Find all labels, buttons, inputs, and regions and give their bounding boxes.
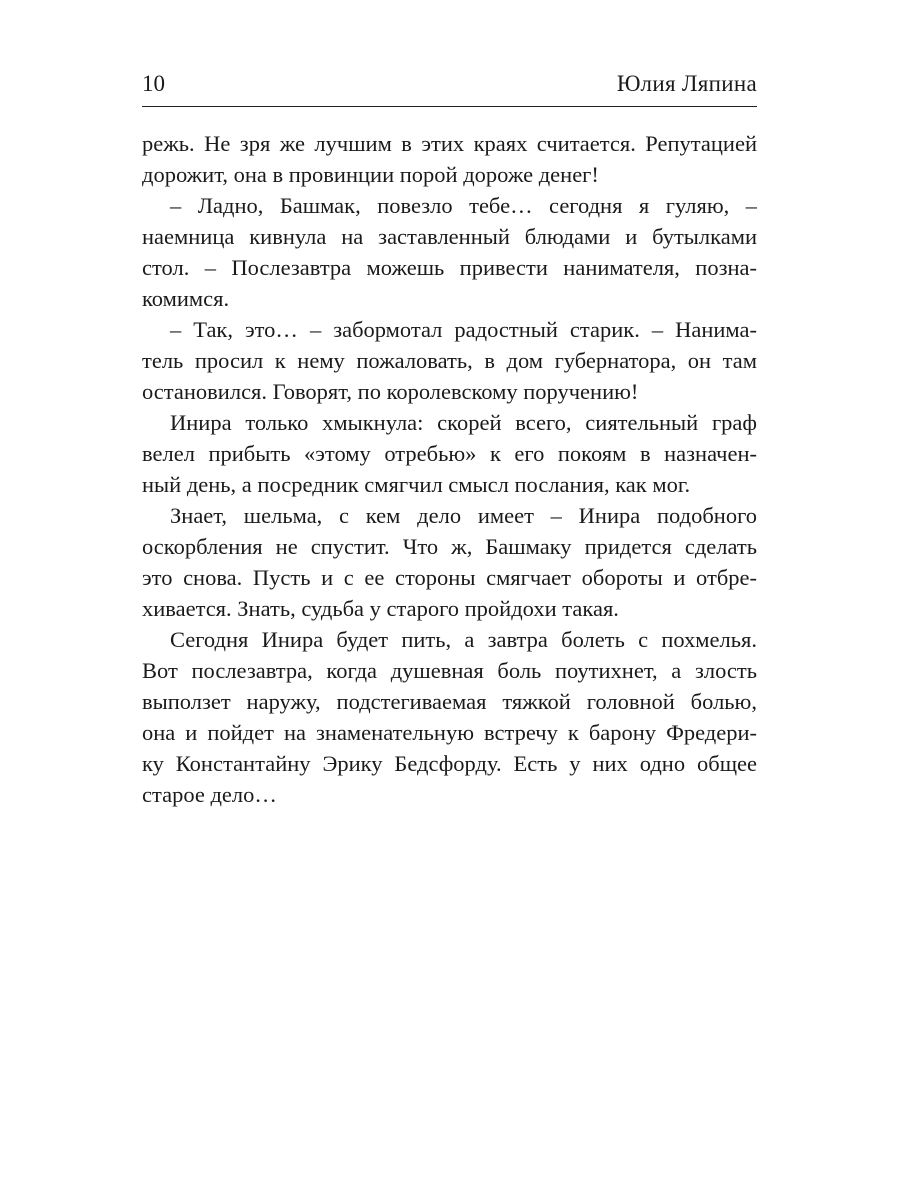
text-line: выползет наружу, подстегиваемая тяжкой головной болью,: [142, 689, 757, 714]
text-line: Инира только хмыкнула: скорей всего, сиятельный граф: [170, 410, 757, 435]
text-line: – Так, это… – забормотал радостный старик. – Нанима-: [170, 317, 757, 342]
text-line: – Ладно, Башмак, повезло тебе… сегодня я гуляю, –: [170, 193, 757, 218]
text-line: комимся.: [142, 286, 230, 311]
text-line: это снова. Пусть и с ее стороны смягчает обороты и отбре-: [142, 565, 757, 590]
running-title: Юлия Ляпина: [616, 71, 757, 96]
body-text: [142, 128, 757, 810]
text-line: она и пойдет на знаменательную встречу к барону Фредери-: [142, 720, 757, 745]
text-line: остановился. Говорят, по королевскому поручению!: [142, 379, 639, 404]
header-rule: [142, 106, 757, 107]
text-line: старое дело…: [142, 782, 277, 807]
text-line: Вот послезавтра, когда душевная боль поутихнет, а злость: [142, 658, 757, 683]
text-line: наемница кивнула на заставленный блюдами и бутылками: [142, 224, 757, 249]
text-line: стол. – Послезавтра можешь привести нанимателя, позна-: [142, 255, 757, 280]
text-line: хивается. Знать, судьба у старого пройдохи такая.: [142, 596, 619, 621]
text-line: велел прибыть «этому отребью» к его покоям в назначен-: [142, 441, 757, 466]
text-line: ку Константайну Эрику Бедсфорду. Есть у них одно общее: [142, 751, 757, 776]
text-line: дорожит, она в провинции порой дороже денег!: [142, 162, 599, 187]
page-header: [142, 64, 757, 108]
text-line: ный день, а посредник смягчил смысл послания, как мог.: [142, 472, 691, 497]
text-line: Знает, шельма, с кем дело имеет – Инира подобного: [170, 503, 757, 528]
text-line: Сегодня Инира будет пить, а завтра болеть с похмелья.: [170, 627, 757, 652]
text-line: режь. Не зря же лучшим в этих краях считается. Репутацией: [142, 131, 757, 156]
text-line: тель просил к нему пожаловать, в дом губернатора, он там: [142, 348, 757, 373]
page-number: 10: [142, 71, 165, 96]
text-line: оскорбления не спустит. Что ж, Башмаку придется сделать: [142, 534, 757, 559]
